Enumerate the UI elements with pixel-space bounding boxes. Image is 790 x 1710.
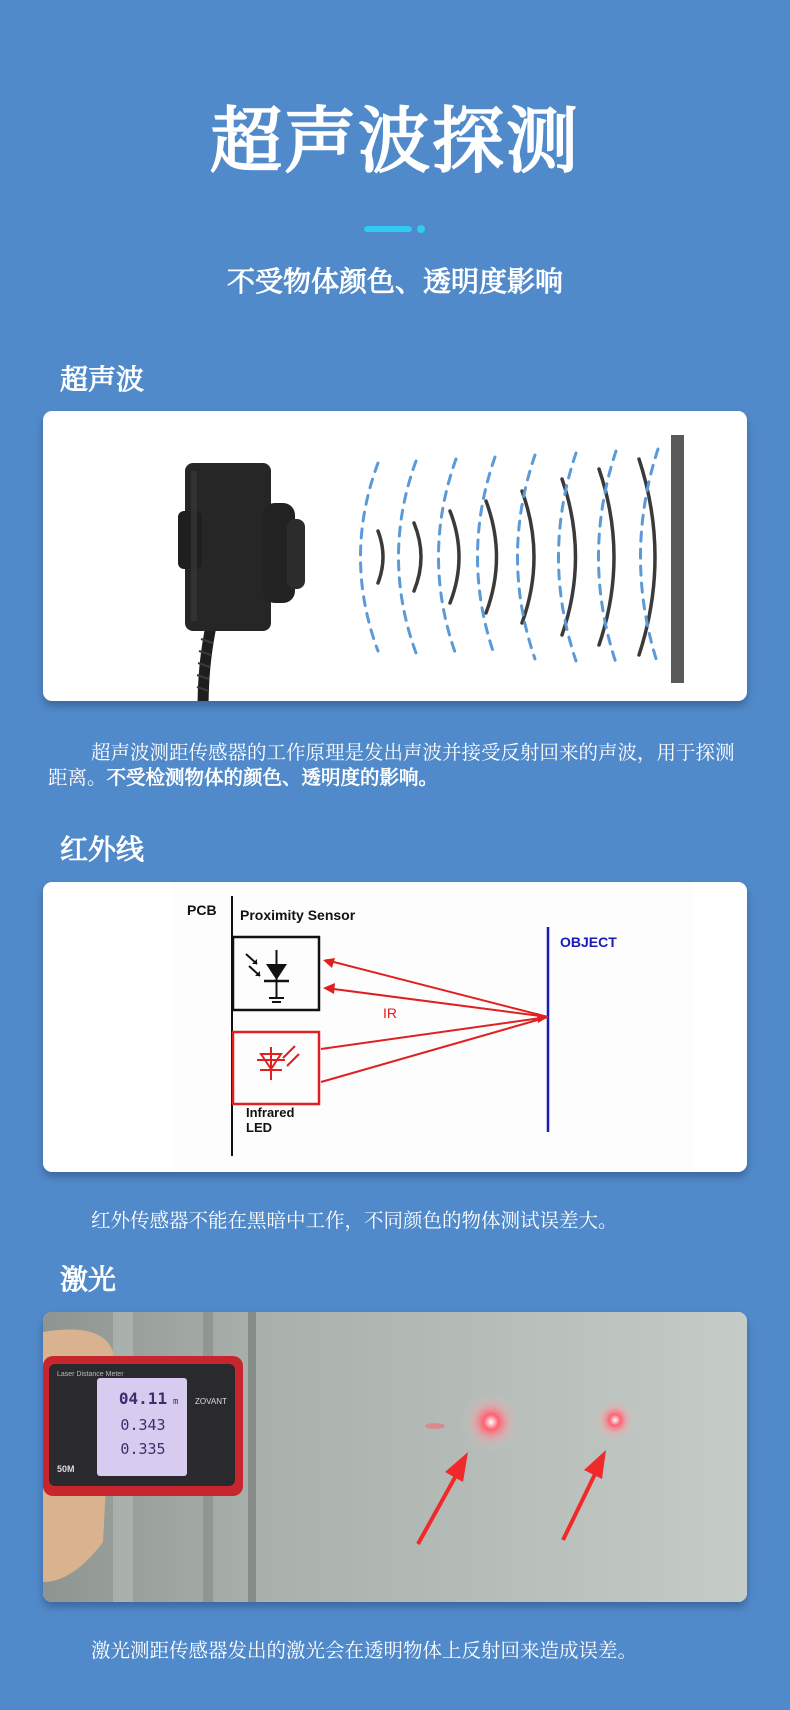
object-label: OBJECT	[560, 934, 617, 950]
card-ultrasonic	[43, 411, 747, 701]
reading-3: 0.335	[120, 1440, 166, 1458]
reading-2: 0.343	[120, 1416, 166, 1434]
desc-emphasis: 不受检测物体的颜色、透明度的影响。	[106, 766, 439, 789]
device-brand: ZOVANT	[195, 1397, 227, 1406]
desc-text: 红外传感器不能在黑暗中工作，不同颜色的物体测试误差大。	[91, 1209, 618, 1232]
laser-dot-reflection	[461, 1392, 521, 1452]
section-label-ultrasonic: 超声波	[60, 363, 145, 396]
decoration-bar	[364, 226, 412, 232]
infrared-sensor-diagram	[43, 882, 747, 1172]
desc-text: 激光测距传感器发出的激光会在透明物体上反射回来造成误差。	[91, 1639, 638, 1662]
section-desc-ultrasonic	[48, 740, 742, 790]
section-desc-laser	[48, 1638, 742, 1663]
title-decoration	[364, 225, 426, 233]
laser-meter-photo	[43, 1312, 747, 1602]
section-desc-infrared	[48, 1208, 742, 1233]
decoration-dot	[417, 225, 425, 233]
ultrasonic-sensor-illustration	[43, 411, 747, 701]
laser-dot-target	[593, 1398, 637, 1442]
page-title: 超声波探测	[209, 99, 580, 183]
laser-distance-meter	[43, 1356, 243, 1496]
target-wall	[671, 435, 684, 683]
desc-text: 超声波测距传感器的工作原理是发出声波并接受反射回来的声波，用于探测距离。	[48, 741, 735, 789]
ir-label: IR	[383, 1005, 397, 1021]
section-label-infrared: 红外线	[60, 833, 145, 866]
card-laser	[43, 1312, 747, 1602]
ultrasonic-sensor	[178, 463, 305, 631]
section-label-laser: 激光	[60, 1263, 117, 1296]
laser-dot-faint	[425, 1423, 445, 1429]
page-subtitle: 不受物体颜色、透明度影响	[226, 265, 563, 298]
reading-main: 04.11	[118, 1389, 168, 1408]
device-model: 50M	[57, 1464, 75, 1474]
card-infrared	[43, 882, 747, 1172]
proximity-sensor-label: Proximity Sensor	[240, 907, 356, 923]
led-label-line2: LED	[246, 1120, 272, 1135]
device-desc: Laser Distance Meter	[57, 1371, 124, 1378]
pcb-label: PCB	[187, 902, 217, 918]
led-label-line1: Infrared	[246, 1105, 295, 1120]
reading-unit: m	[173, 1397, 179, 1407]
